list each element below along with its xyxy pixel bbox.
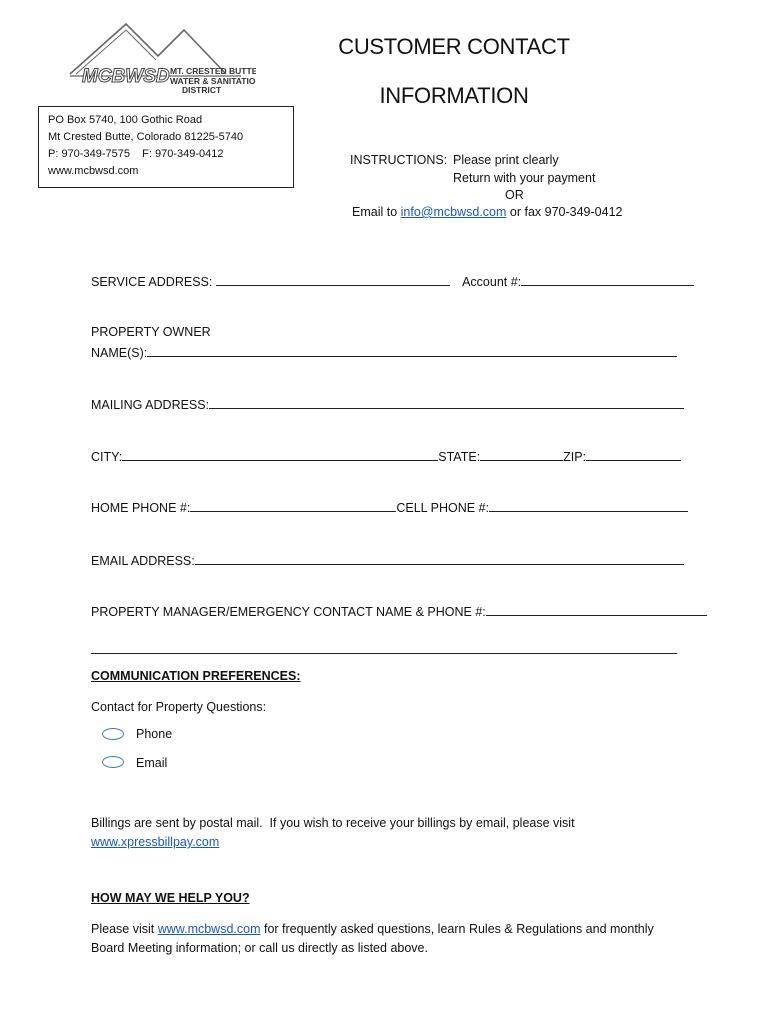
zip-field[interactable] bbox=[586, 448, 681, 461]
email-address-label: EMAIL ADDRESS: bbox=[91, 554, 195, 568]
mountain-logo-graphic bbox=[66, 20, 256, 100]
property-manager-field[interactable] bbox=[486, 603, 707, 616]
account-field[interactable] bbox=[521, 273, 694, 286]
mailing-address-field[interactable] bbox=[209, 396, 684, 409]
billing-paragraph bbox=[91, 814, 691, 852]
help-line-1 bbox=[91, 920, 691, 939]
mcbwsd-link[interactable]: www.mcbwsd.com bbox=[157, 922, 261, 936]
help-paragraph bbox=[91, 920, 691, 958]
email-link[interactable]: info@mcbwsd.com bbox=[400, 205, 507, 219]
mailing-address-row bbox=[91, 396, 676, 412]
cell-phone-label: CELL PHONE #: bbox=[396, 501, 489, 515]
email-radio[interactable] bbox=[102, 756, 124, 768]
contact-label: Contact for Property Questions: bbox=[91, 700, 267, 714]
home-phone-label: HOME PHONE #: bbox=[91, 501, 191, 515]
home-phone-field[interactable] bbox=[190, 499, 396, 512]
city-label: CITY: bbox=[91, 450, 123, 464]
page-title-line-2: INFORMATION bbox=[379, 83, 529, 108]
account-label: Account #: bbox=[462, 275, 522, 289]
phone-option-label: Phone bbox=[136, 727, 173, 741]
address-line-1: PO Box 5740, 100 Gothic Road bbox=[48, 114, 203, 126]
email-address-field[interactable] bbox=[195, 552, 684, 565]
logo-letters-top: MCBWSD bbox=[82, 66, 170, 87]
phone-row bbox=[91, 499, 676, 515]
address-line-2: Mt Crested Butte, Colorado 81225-5740 bbox=[48, 131, 244, 143]
state-label: STATE: bbox=[438, 450, 481, 464]
service-address-field[interactable] bbox=[216, 273, 450, 286]
logo-line-2: WATER & SANITATION bbox=[170, 76, 256, 86]
cell-phone-field[interactable] bbox=[489, 499, 688, 512]
address-website: www.mcbwsd.com bbox=[48, 165, 139, 177]
city-field[interactable] bbox=[122, 448, 438, 461]
page-title-line-1: CUSTOMER CONTACT bbox=[338, 34, 570, 59]
instructions-or: OR bbox=[505, 188, 524, 202]
logo-line-1: MT. CRESTED BUTTE bbox=[170, 66, 256, 76]
property-owner-field[interactable] bbox=[147, 344, 677, 357]
mailing-address-label: MAILING ADDRESS: bbox=[91, 398, 210, 412]
property-owner-label-2: NAME(S): bbox=[91, 346, 148, 360]
zip-label: ZIP: bbox=[563, 450, 587, 464]
help-heading: HOW MAY WE HELP YOU? bbox=[91, 891, 250, 905]
instructions-email-line bbox=[352, 204, 622, 222]
instructions-line-2: Return with your payment bbox=[453, 171, 596, 185]
email-suffix: or fax 970-349-0412 bbox=[506, 205, 623, 219]
address-box bbox=[38, 106, 294, 188]
state-field[interactable] bbox=[480, 448, 563, 461]
instructions-label: INSTRUCTIONS: bbox=[350, 153, 448, 167]
city-state-zip-row bbox=[91, 448, 676, 464]
property-manager-label: PROPERTY MANAGER/EMERGENCY CONTACT NAME & PHONE #: bbox=[91, 605, 486, 619]
help-prefix: Please visit bbox=[91, 922, 158, 936]
address-phone-fax: P: 970-349-7575 F: 970-349-0412 bbox=[48, 148, 224, 160]
email-option-label: Email bbox=[136, 756, 168, 770]
property-manager-row bbox=[91, 603, 676, 619]
property-owner-row bbox=[91, 344, 676, 360]
help-suffix: for frequently asked questions, learn Rules & Regulations and monthly bbox=[260, 922, 654, 936]
property-owner-label-1: PROPERTY OWNER bbox=[91, 325, 211, 339]
instructions-line-1: Please print clearly bbox=[453, 153, 559, 167]
email-prefix: Email to bbox=[352, 205, 401, 219]
logo-line-3: DISTRICT bbox=[182, 85, 222, 95]
service-address-label: SERVICE ADDRESS: bbox=[91, 275, 216, 289]
xpressbillpay-link[interactable]: www.xpressbillpay.com bbox=[91, 835, 220, 849]
extra-line-field[interactable] bbox=[91, 641, 677, 654]
service-address-row bbox=[91, 273, 676, 289]
email-address-row bbox=[91, 552, 676, 568]
communication-heading: COMMUNICATION PREFERENCES: bbox=[91, 669, 301, 683]
phone-radio[interactable] bbox=[102, 728, 124, 740]
billing-text: Billings are sent by postal mail. If you wish to receive your billings by email, please visit bbox=[91, 816, 575, 830]
help-line-2: Board Meeting information; or call us directly as listed above. bbox=[91, 941, 428, 955]
district-logo bbox=[66, 20, 256, 100]
